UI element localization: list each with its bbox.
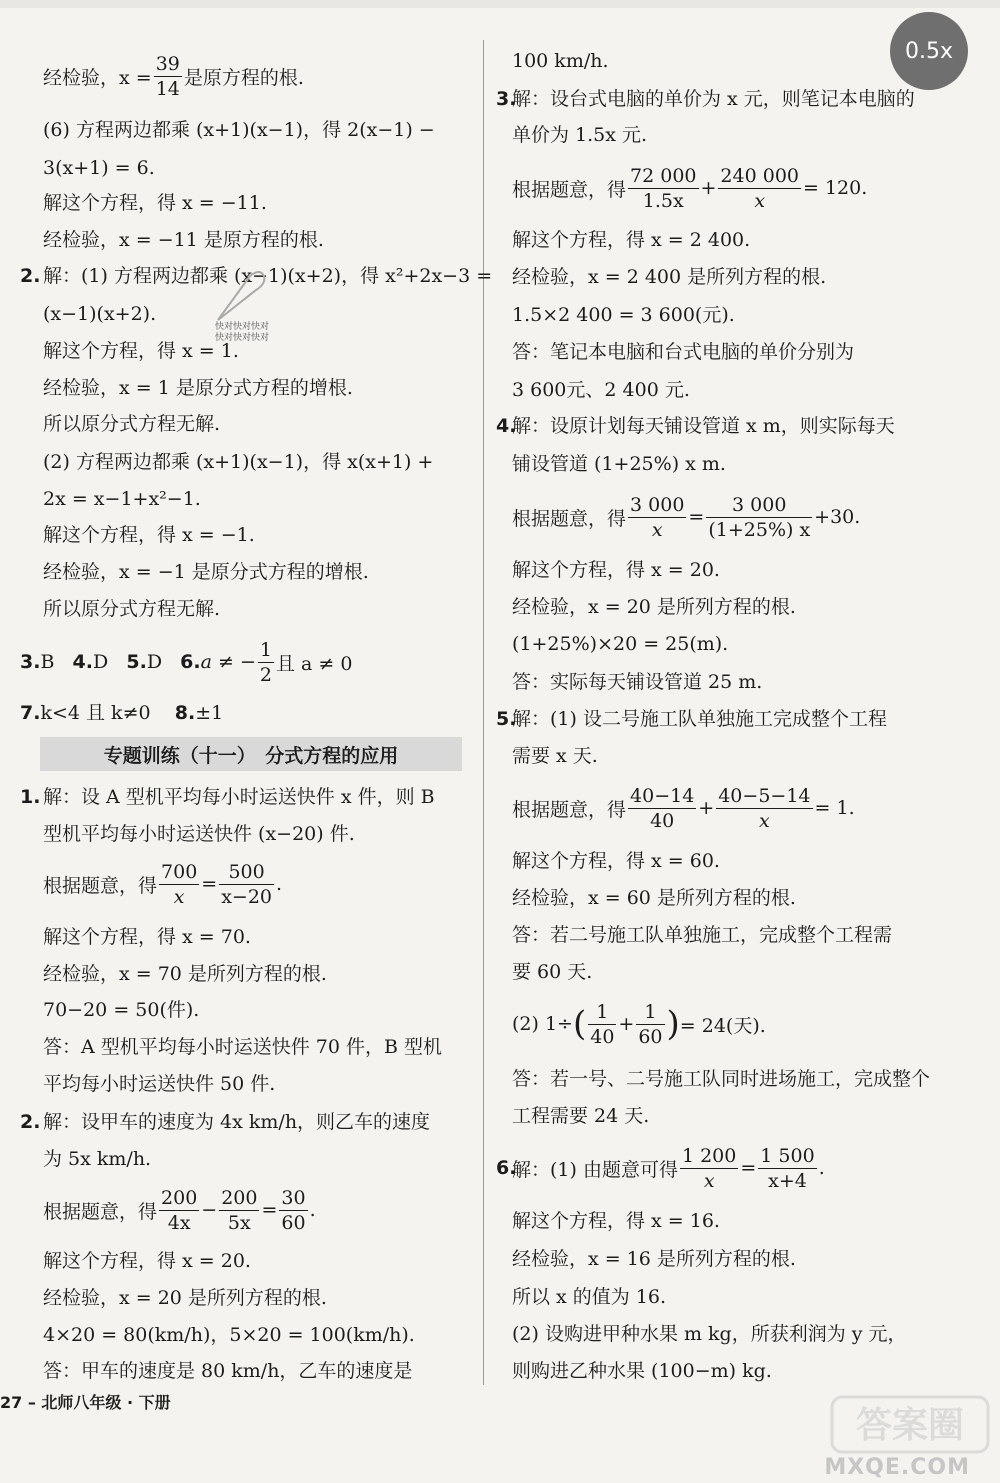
text-line: 3(x+1) = 6.	[43, 157, 155, 179]
text-line: 铺设管道 (1+25%) x m.	[512, 453, 726, 475]
question-number: 5.	[496, 708, 517, 730]
question-number: 2.	[20, 1111, 41, 1133]
text-line: 3 600元、2 400 元.	[512, 379, 690, 401]
text-line: 单价为 1.5x 元.	[512, 124, 648, 146]
equation-line: 根据题意，得 $\frac{40-14}{40}$ + $\frac{40-5-14}{x}$ = 1.	[512, 784, 855, 832]
fraction: $\frac{1 500}{x+4}$	[760, 1144, 815, 1192]
text-line: 解：(1) 设二号施工队单独施工完成整个工程	[512, 708, 887, 730]
text-line: 所以 x 的值为 16.	[512, 1286, 667, 1308]
answers-3-to-6: 3. B 4. D 5. D 6. a ≠ − $\frac{1}{2}$ 且 a ≠ 0	[20, 638, 353, 686]
fraction: $\frac{40-5-14}{x}$	[718, 784, 811, 832]
equation-line: 根据题意，得 $\frac{3 000}{x}$ = $\frac{3 000}{(1+25\%) x}$ +30.	[512, 493, 861, 541]
text-line: 经检验，x = −11 是原方程的根.	[43, 229, 324, 251]
text-line: 解：(1) 方程两边都乘 (x−1)(x+2)，得 x²+2x−3 =	[43, 265, 493, 287]
text-line: 答：若二号施工队单独施工，完成整个工程需	[512, 924, 893, 946]
fraction: $\frac{30}{60}$	[281, 1186, 306, 1234]
text-line: 要 60 天.	[512, 961, 593, 983]
question-number: 1.	[20, 786, 41, 808]
fraction: $\frac{3 000}{(1+25\%) x}$	[708, 493, 811, 541]
fraction: $\frac{1}{60}$	[638, 1000, 663, 1048]
text-line: (x−1)(x+2).	[43, 303, 157, 325]
fraction: $\frac{1}{40}$	[590, 1000, 615, 1048]
text-line: 解这个方程，得 x = 20.	[512, 559, 720, 581]
text-line: 答：实际每天铺设管道 25 m.	[512, 671, 763, 693]
question-number: 6.	[496, 1157, 517, 1179]
text-line: 所以原分式方程无解.	[43, 598, 221, 620]
stamp-text: 快对快对快对 快对快对快对	[215, 322, 270, 343]
column-divider	[483, 40, 484, 1385]
equation-line: (2) 1÷ ( $\frac{1}{40}$ + $\frac{1}{60}$ ) = 24(天).	[512, 1000, 766, 1048]
text-line: 答：甲车的速度是 80 km/h，乙车的速度是	[43, 1360, 413, 1382]
page-footer: 27 – 北师八年级 · 下册	[0, 1393, 171, 1412]
text-line: 工程需要 24 天.	[512, 1105, 650, 1127]
text-line: 经检验，x = 20 是所列方程的根.	[43, 1287, 327, 1309]
text-line: 答：若一号、二号施工队同时进场施工，完成整个	[512, 1068, 931, 1090]
text-line: (1+25%)×20 = 25(m).	[512, 633, 729, 655]
fraction: $\frac{40-14}{40}$	[630, 784, 695, 832]
text-line: 答：笔记本电脑和台式电脑的单价分别为	[512, 341, 855, 363]
equation-line: 根据题意，得 $\frac{700}{x}$ = $\frac{500}{x-20}$ .	[43, 860, 283, 908]
text-line: 型机平均每小时运送快件 (x−20) 件.	[43, 823, 355, 845]
question-number: 4.	[496, 415, 517, 437]
text-line: 解这个方程，得 x = 2 400.	[512, 229, 751, 251]
site-watermark: MXQE.COM	[824, 1455, 970, 1480]
text-line: (6) 方程两边都乘 (x+1)(x−1)，得 2(x−1) −	[43, 119, 435, 141]
text-line: 解：设台式电脑的单价为 x 元，则笔记本电脑的	[512, 88, 915, 110]
text-line: 经检验，x = 2 400 是所列方程的根.	[512, 266, 827, 288]
text-line: 解：设原计划每天铺设管道 x m，则实际每天	[512, 415, 895, 437]
text-line: 解这个方程，得 x = 20.	[43, 1250, 251, 1272]
text-line: 解这个方程，得 x = −1.	[43, 524, 255, 546]
fraction: $\frac{700}{x}$	[161, 860, 198, 908]
top-edge	[0, 0, 1000, 8]
text-line: 经检验，x = 1 是原分式方程的增根.	[43, 377, 353, 399]
text-line: 100 km/h.	[512, 50, 609, 72]
line-verify-39-14: 经检验，x = $\frac{39}{14}$ 是原方程的根.	[43, 52, 304, 100]
text-line: 答：A 型机平均每小时运送快件 70 件，B 型机	[43, 1036, 443, 1058]
text-line: 经检验，x = 20 是所列方程的根.	[512, 596, 796, 618]
fraction: $\frac{39}{14}$	[155, 52, 180, 100]
text-line: 经检验，x = 70 是所列方程的根.	[43, 963, 327, 985]
equation-line: 解：(1) 由题意可得 $\frac{1 200}{x}$ = $\frac{1 500}{x+4}$ .	[512, 1144, 825, 1192]
text-line: 经检验，x = −1 是原分式方程的增根.	[43, 561, 369, 583]
text-line: 为 5x km/h.	[43, 1148, 152, 1170]
text-line: 经检验，x = 16 是所列方程的根.	[512, 1248, 796, 1270]
text-line: 4×20 = 80(km/h)，5×20 = 100(km/h).	[43, 1324, 415, 1346]
text-line: (2) 设购进甲种水果 m kg，所获利润为 y 元，	[512, 1323, 907, 1345]
text-line: 解这个方程，得 x = 1.	[43, 340, 239, 362]
text-line: 所以原分式方程无解.	[43, 413, 221, 435]
question-number: 2.	[20, 265, 41, 287]
text-line: 则购进乙种水果 (100−m) kg.	[512, 1360, 772, 1382]
equation-line: 根据题意，得 $\frac{200}{4x}$ − $\frac{200}{5x}$ = $\frac{30}{60}$ .	[43, 1186, 316, 1234]
text-line: 解：设 A 型机平均每小时运送快件 x 件，则 B	[43, 786, 435, 808]
text-line: 解这个方程，得 x = −11.	[43, 192, 267, 214]
fraction: $\frac{240 000}{x}$	[720, 164, 799, 212]
text-line: 解这个方程，得 x = 16.	[512, 1210, 720, 1232]
answers-7-8: 7.k<4 且 k≠0 8.±1	[20, 702, 224, 724]
playback-speed-button[interactable]: 0.5x	[890, 12, 968, 90]
text-line: 需要 x 天.	[512, 745, 598, 767]
section-title: 专题训练（十一） 分式方程的应用	[40, 737, 462, 771]
text-line: 解：设甲车的速度为 4x km/h，则乙车的速度	[43, 1111, 431, 1133]
fraction: $\frac{500}{x-20}$	[221, 860, 273, 908]
equation-line: 根据题意，得 $\frac{72 000}{1.5x}$ + $\frac{240 000}{x}$ = 120.	[512, 164, 868, 212]
question-number: 3.	[496, 88, 517, 110]
fraction: $\frac{3 000}{x}$	[630, 493, 685, 541]
text-line: 平均每小时运送快件 50 件.	[43, 1073, 276, 1095]
svg-text:答案圈: 答案圈	[855, 1405, 965, 1446]
text-line: 经检验，x = 60 是所列方程的根.	[512, 887, 796, 909]
text-line: 1.5×2 400 = 3 600(元).	[512, 304, 735, 326]
fraction: $\frac{200}{4x}$	[161, 1186, 198, 1234]
fraction: $\frac{1}{2}$	[259, 638, 272, 686]
text-line: 解这个方程，得 x = 70.	[43, 926, 251, 948]
carrot-watermark-icon	[210, 262, 270, 324]
fraction: $\frac{200}{5x}$	[221, 1186, 258, 1234]
fraction: $\frac{72 000}{1.5x}$	[630, 164, 697, 212]
text-line: 解这个方程，得 x = 60.	[512, 850, 720, 872]
fraction: $\frac{1 200}{x}$	[681, 1144, 737, 1192]
text-line: (2) 方程两边都乘 (x+1)(x−1)，得 x(x+1) +	[43, 451, 434, 473]
text-line: 2x = x−1+x²−1.	[43, 488, 201, 510]
text-line: 70−20 = 50(件).	[43, 999, 200, 1021]
